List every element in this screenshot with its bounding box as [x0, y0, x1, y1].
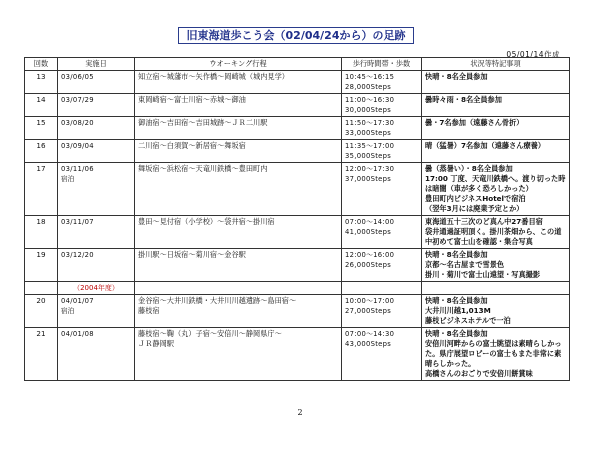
date-cell	[58, 328, 135, 381]
created-date: 05/01/14作成	[506, 50, 560, 59]
time-cell	[342, 328, 422, 381]
walk-time: 11:00～16:30	[345, 96, 395, 104]
document-title: 旧東海道歩こう会（02/04/24から）の足跡	[178, 27, 414, 44]
note-line: 袋井通過証明頂く。掛川茶畑から、この道中初めて富士山を確認・集合写真	[425, 227, 562, 246]
date: 03/08/20	[61, 119, 94, 127]
step-count: 33,000Steps	[345, 129, 392, 137]
date-cell	[58, 163, 135, 216]
route-cell	[135, 71, 342, 94]
notes-cell	[422, 328, 570, 381]
note-line: 快晴・8名全員参加	[425, 296, 488, 305]
note-line: 曇（蒸暑い）・8名全員参加	[425, 164, 513, 173]
notes-cell	[422, 71, 570, 94]
col-header-date: 実施日	[58, 58, 135, 71]
walk-time: 11:50～17:30	[345, 119, 395, 127]
route-line: 藤枝宿	[138, 306, 160, 315]
blank-cell	[422, 282, 570, 295]
time-cell	[342, 140, 422, 163]
step-count: 35,000Steps	[345, 152, 392, 160]
row-number: 13	[25, 71, 58, 94]
walk-time: 12:00～17:30	[345, 165, 395, 173]
date-cell	[58, 249, 135, 282]
page-number: 2	[297, 408, 303, 417]
notes-cell	[422, 94, 570, 117]
date-cell	[58, 216, 135, 249]
table-row	[25, 216, 570, 249]
route-cell	[135, 140, 342, 163]
note-line: 高橋さんのおごりで安倍川餅賞味	[425, 369, 533, 378]
date: 03/11/07	[61, 218, 94, 226]
step-count: 30,000Steps	[345, 106, 392, 114]
note-line: 快晴・8名全員参加	[425, 329, 488, 338]
walk-time: 10:45～16:15	[345, 73, 395, 81]
route-cell	[135, 295, 342, 328]
table-row	[25, 117, 570, 140]
date: 03/07/29	[61, 96, 94, 104]
blank-cell	[135, 282, 342, 295]
route-line: 二川宿～白須賀～新居宿～舞坂宿	[138, 141, 246, 150]
route-line: ＪＲ静岡駅	[138, 339, 174, 348]
route-cell	[135, 328, 342, 381]
time-cell	[342, 216, 422, 249]
date: 04/01/07	[61, 297, 94, 305]
note-line: 安倍川河畔からの富士眺望は素晴らしかった。県庁展望ロビーの富士もまた非常に素晴らしかった。	[425, 339, 562, 368]
date-cell	[58, 295, 135, 328]
note-line: 藤枝ビジネスホテルで一泊	[425, 316, 511, 325]
step-count: 28,000Steps	[345, 83, 392, 91]
note-line: 快晴・8名全員参加	[425, 250, 488, 259]
date-cell	[58, 71, 135, 94]
note-line: （翌年3月には廃業予定とか）	[425, 204, 524, 213]
time-cell	[342, 295, 422, 328]
lodging-note: 宿泊	[61, 175, 75, 183]
date: 04/01/08	[61, 330, 94, 338]
walk-time: 12:00～16:00	[345, 251, 395, 259]
lodging-note: 宿泊	[61, 307, 75, 315]
year-label: （2004年度）	[58, 282, 135, 295]
route-cell	[135, 249, 342, 282]
note-line: 17:00 丁度、天竜川鉄橋へ。渡り切った時は暗闇（車が多く恐ろしかった）	[425, 174, 566, 193]
route-line: 金谷宿～大井川鉄橋・大井川川越遺跡～島田宿～	[138, 296, 297, 305]
step-count: 37,000Steps	[345, 175, 392, 183]
note-line: 晴（猛暑）7名参加（遠藤さん療養）	[425, 141, 546, 150]
route-cell	[135, 163, 342, 216]
notes-cell	[422, 216, 570, 249]
note-line: 掛川・菊川で富士山遠望・写真撮影	[425, 270, 541, 279]
row-number: 15	[25, 117, 58, 140]
col-header-notes: 状況等特記事項	[422, 58, 570, 71]
walk-time: 07:00～14:00	[345, 218, 395, 226]
row-number: 16	[25, 140, 58, 163]
notes-cell	[422, 163, 570, 216]
date: 03/09/04	[61, 142, 94, 150]
blank-cell	[25, 282, 58, 295]
table-row	[25, 249, 570, 282]
year-label-row	[25, 282, 570, 295]
note-line: 大井川川越1,013M	[425, 306, 491, 315]
col-header-route: ウオーキング行程	[135, 58, 342, 71]
date: 03/06/05	[61, 73, 94, 81]
row-number: 14	[25, 94, 58, 117]
notes-cell	[422, 140, 570, 163]
note-line: 曇・7名参加（遠藤さん骨折）	[425, 118, 524, 127]
route-cell	[135, 117, 342, 140]
table-row	[25, 140, 570, 163]
col-header-time-steps: 歩行時間帯・歩数	[342, 58, 422, 71]
table-row	[25, 163, 570, 216]
route-line: 東岡崎宿～富士川宿～赤城～御油	[138, 95, 246, 104]
time-cell	[342, 71, 422, 94]
row-number: 18	[25, 216, 58, 249]
table-row	[25, 295, 570, 328]
walk-time: 07:00～14:30	[345, 330, 395, 338]
row-number: 19	[25, 249, 58, 282]
step-count: 43,000Steps	[345, 340, 392, 348]
walking-log-table	[24, 57, 570, 381]
row-number: 21	[25, 328, 58, 381]
row-number: 17	[25, 163, 58, 216]
route-line: 知立宿～城藩市～矢作橋～岡崎城（城内見学）	[138, 72, 289, 81]
note-line: 快晴・8名全員参加	[425, 72, 488, 81]
note-line: 曇時々雨・8名全員参加	[425, 95, 502, 104]
step-count: 41,000Steps	[345, 228, 392, 236]
table-header-row	[25, 58, 570, 71]
notes-cell	[422, 117, 570, 140]
step-count: 27,000Steps	[345, 307, 392, 315]
time-cell	[342, 163, 422, 216]
date: 03/12/20	[61, 251, 94, 259]
note-line: 豊田町内ビジネスHotelで宿泊	[425, 194, 526, 203]
table-row	[25, 94, 570, 117]
table-row	[25, 328, 570, 381]
route-line: 藤枝宿～鞠（丸）子宿～安倍川～静岡県庁～	[138, 329, 282, 338]
route-line: 御油宿～吉田宿～吉田城跡～ＪＲ二川駅	[138, 118, 268, 127]
route-cell	[135, 94, 342, 117]
date-cell	[58, 117, 135, 140]
row-number: 20	[25, 295, 58, 328]
route-line: 豊田～見付宿（小学校）～袋井宿～掛川宿	[138, 217, 275, 226]
time-cell	[342, 249, 422, 282]
route-line: 掛川駅～日坂宿～菊川宿～金谷駅	[138, 250, 246, 259]
date-cell	[58, 94, 135, 117]
col-header-number: 回数	[25, 58, 58, 71]
date-cell	[58, 140, 135, 163]
table-row	[25, 71, 570, 94]
route-cell	[135, 216, 342, 249]
walk-time: 11:35～17:00	[345, 142, 395, 150]
date: 03/11/06	[61, 165, 94, 173]
step-count: 26,000Steps	[345, 261, 392, 269]
note-line: 京都～名古屋まで雪景色	[425, 260, 505, 269]
time-cell	[342, 94, 422, 117]
notes-cell	[422, 295, 570, 328]
time-cell	[342, 117, 422, 140]
walk-time: 10:00～17:00	[345, 297, 395, 305]
notes-cell	[422, 249, 570, 282]
note-line: 東海道五十三次のど真ん中27番目宿	[425, 217, 543, 226]
route-line: 舞坂宿～浜松宿～天竜川鉄橋～豊田町内	[138, 164, 268, 173]
blank-cell	[342, 282, 422, 295]
